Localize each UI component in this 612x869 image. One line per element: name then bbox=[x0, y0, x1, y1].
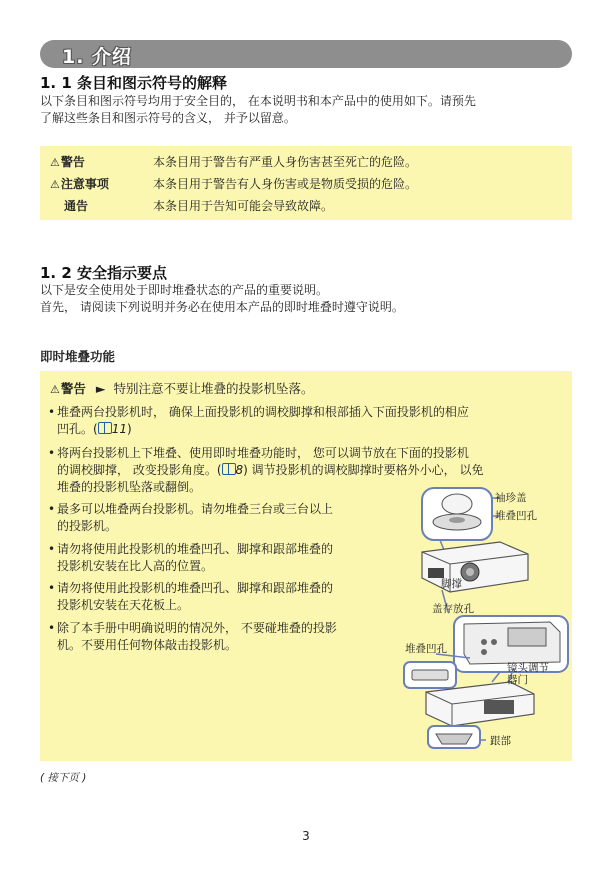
symbol-description: 本条目用于警告有严重人身伤害甚至死亡的危险。 bbox=[153, 155, 418, 169]
stacking-bullet-3: • 最多可以堆叠两台投影机。请勿堆叠三台或三台以上 的投影机。 bbox=[48, 502, 334, 533]
stacking-heading: 即时堆叠功能 bbox=[40, 349, 116, 364]
chapter-header-bar bbox=[40, 40, 572, 68]
warning-triangle-icon: ⚠ bbox=[50, 383, 60, 396]
stacking-bullet-4: • 请勿将使用此投影机的堆叠凹孔、脚撑和跟部堆叠的 投影机安装在比人高的位置。 bbox=[48, 542, 334, 573]
page-reference-book-icon bbox=[98, 422, 112, 434]
page-reference-link[interactable]: 8 bbox=[235, 463, 244, 477]
label-stack-hole-left: 堆叠凹孔 bbox=[405, 643, 447, 655]
label-cover-hole: 盖存放孔 bbox=[432, 603, 474, 615]
symbol-term: 注意事项 bbox=[60, 177, 109, 191]
label-foot: 脚撑 bbox=[441, 578, 462, 590]
intro-line-2: 了解这些条目和图示符号的含义， 并予以留意。 bbox=[40, 111, 296, 125]
projector-stacking-illustration bbox=[400, 482, 572, 754]
warning-triangle-icon: ⚠ bbox=[50, 156, 60, 169]
warning-term: 警告 bbox=[60, 381, 86, 396]
symbol-term: 警告 bbox=[60, 155, 85, 169]
stacking-bullet-5: • 请勿将使用此投影机的堆叠凹孔、脚撑和跟部堆叠的 投影机安装在天花板上。 bbox=[48, 581, 334, 612]
stacking-bullet-6: • 除了本手册中明确说明的情况外， 不要碰堆叠的投影 机。不要用任何物体敲击投影机。 bbox=[48, 621, 337, 652]
symbol-description: 本条目用于警告有人身伤害或是物质受损的危险。 bbox=[153, 177, 418, 191]
symbol-term: 通告 bbox=[64, 199, 89, 213]
page-reference-link[interactable]: 11 bbox=[111, 422, 127, 436]
label-lens-door: 镜头调节 器门 bbox=[507, 662, 549, 686]
symbol-description: 本条目用于告知可能会导致故障。 bbox=[153, 199, 334, 213]
section-1-1-title: 1. 1 条目和图示符号的解释 bbox=[40, 74, 228, 92]
intro-line-1: 以下是安全使用处于即时堆叠状态的产品的重要说明。 bbox=[40, 283, 329, 297]
label-heel: 跟部 bbox=[490, 735, 511, 747]
section-1-1-intro bbox=[40, 93, 575, 127]
section-1-2-title: 1. 2 安全指示要点 bbox=[40, 264, 168, 282]
label-stack-hole-top: 堆叠凹孔 bbox=[495, 510, 537, 522]
intro-line-1: 以下条目和图示符号均用于安全目的， 在本说明书和本产品中的使用如下。请预先 bbox=[40, 94, 476, 108]
label-sleeve-cap: 袖珍盖 bbox=[495, 492, 527, 504]
chapter-title: 1. 介绍 bbox=[62, 46, 133, 68]
stacking-warning-line bbox=[50, 380, 314, 398]
page-reference-book-icon bbox=[222, 463, 236, 475]
intro-line-2: 首先， 请阅读下列说明并务必在使用本产品的即时堆叠时遵守说明。 bbox=[40, 300, 404, 314]
stacking-bullet-2: • 将两台投影机上下堆叠、使用即时堆叠功能时， 您可以调节放在下面的投影机 的调校脚撑， 改变投影角度。( 8) 调节投影机的调校脚撑时要格外小心， 以免 堆叠的投影机坠落或翻倒。 bbox=[48, 446, 484, 494]
warning-text: 特别注意不要让堆叠的投影机坠落。 bbox=[113, 381, 314, 396]
stacking-bullet-1: • 堆叠两台投影机时， 确保上面投影机的调校脚撑和根部插入下面投影机的相应 凹孔。( 11) bbox=[48, 405, 469, 436]
continued-note: ( 接下页 ) bbox=[40, 772, 87, 784]
caution-triangle-icon: ⚠ bbox=[50, 178, 60, 191]
arrow-right-icon: ► bbox=[95, 381, 106, 396]
section-1-2-intro bbox=[40, 282, 575, 316]
page-number: 3 bbox=[302, 829, 310, 843]
